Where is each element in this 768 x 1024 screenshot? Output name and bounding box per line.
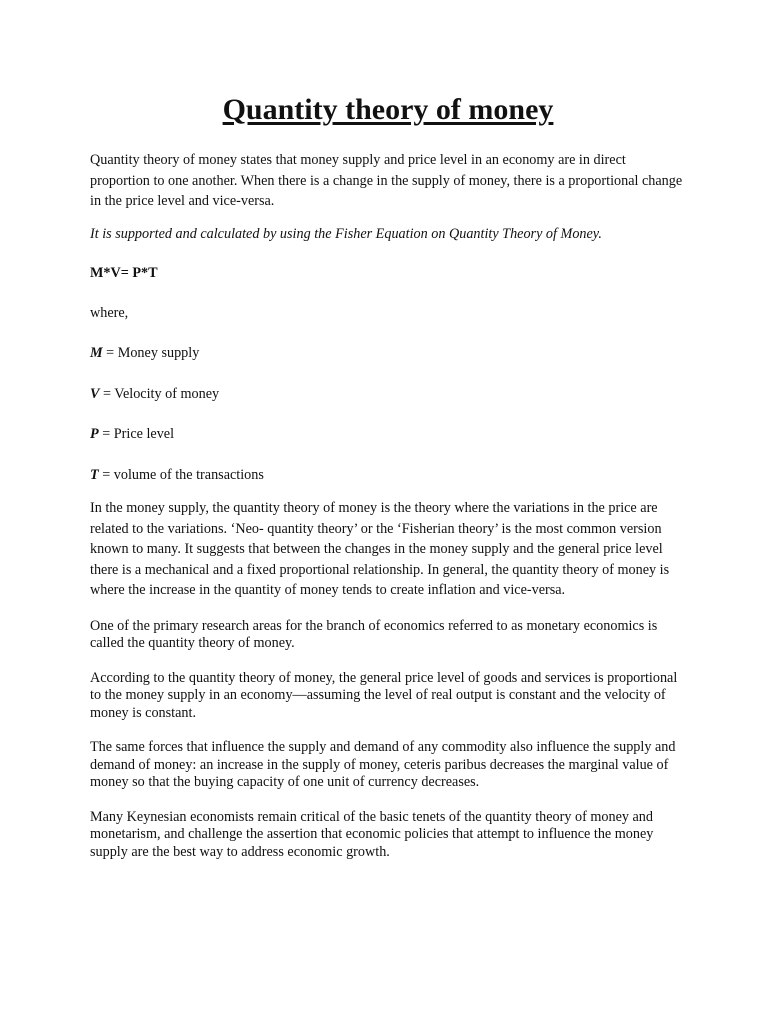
intro-paragraph: Quantity theory of money states that money supply and price level in an economy are in direct proportion to one another. When there is a change in the supply of money, there is a proportional change in the price level and vice-versa. <box>90 152 683 209</box>
body-paragraph-4: The same forces that influence the supply and demand of any commodity also influence the supply and demand of money: an increase in the supply of money, ceteris paribus decreases the marginal value of money so that the buying capacity of one unit of currency decreases. <box>90 739 676 791</box>
symbol-p: P <box>90 426 99 442</box>
fisher-note: It is supported and calculated by using the Fisher Equation on Quantity Theory of Money. <box>90 225 602 242</box>
definition-m <box>90 343 686 364</box>
definition-p <box>90 424 686 445</box>
body-paragraph-5: Many Keynesian economists remain critical of the basic tenets of the quantity theory of money and monetarism, and challenge the assertion that economic policies that attempt to influence the money supply are the best way to address economic growth. <box>90 808 654 860</box>
symbol-v: V <box>90 385 100 402</box>
definition-m-text: = Money supply <box>102 345 200 361</box>
definition-p-text: = Price level <box>98 426 175 442</box>
fisher-equation: M*V= P*T <box>90 265 158 281</box>
definition-t-text: = volume of the transactions <box>98 466 264 483</box>
body-paragraph-3: According to the quantity theory of money, the general price level of goods and services is proportional to the money supply in an economy—assuming the level of real output is constant and the velocity of money is constant. <box>90 669 678 721</box>
body-paragraph-2: One of the primary research areas for the branch of economics referred to as monetary economics is called the quantity theory of money. <box>90 617 658 652</box>
definition-v-text: = Velocity of money <box>99 385 220 402</box>
where-label: where, <box>90 304 129 321</box>
definition-t <box>90 465 686 486</box>
definition-v <box>90 384 686 405</box>
symbol-t: T <box>90 466 99 483</box>
document-page <box>90 92 686 878</box>
document-title: Quantity theory of money <box>222 93 554 126</box>
symbol-m: M <box>90 345 103 361</box>
body-paragraph-1: In the money supply, the quantity theory of money is the theory where the variations in the price are related to the variations. ‘Neo- quantity theory’ or the ‘Fisherian theory’ is the most common version known to many. It suggests that between the changes in the money supply and the general price level there is a mechanical and a fixed proportional relationship. In general, the quantity theory of money is where the increase in the quantity of money tends to create inflation and vice-versa. <box>90 500 670 599</box>
